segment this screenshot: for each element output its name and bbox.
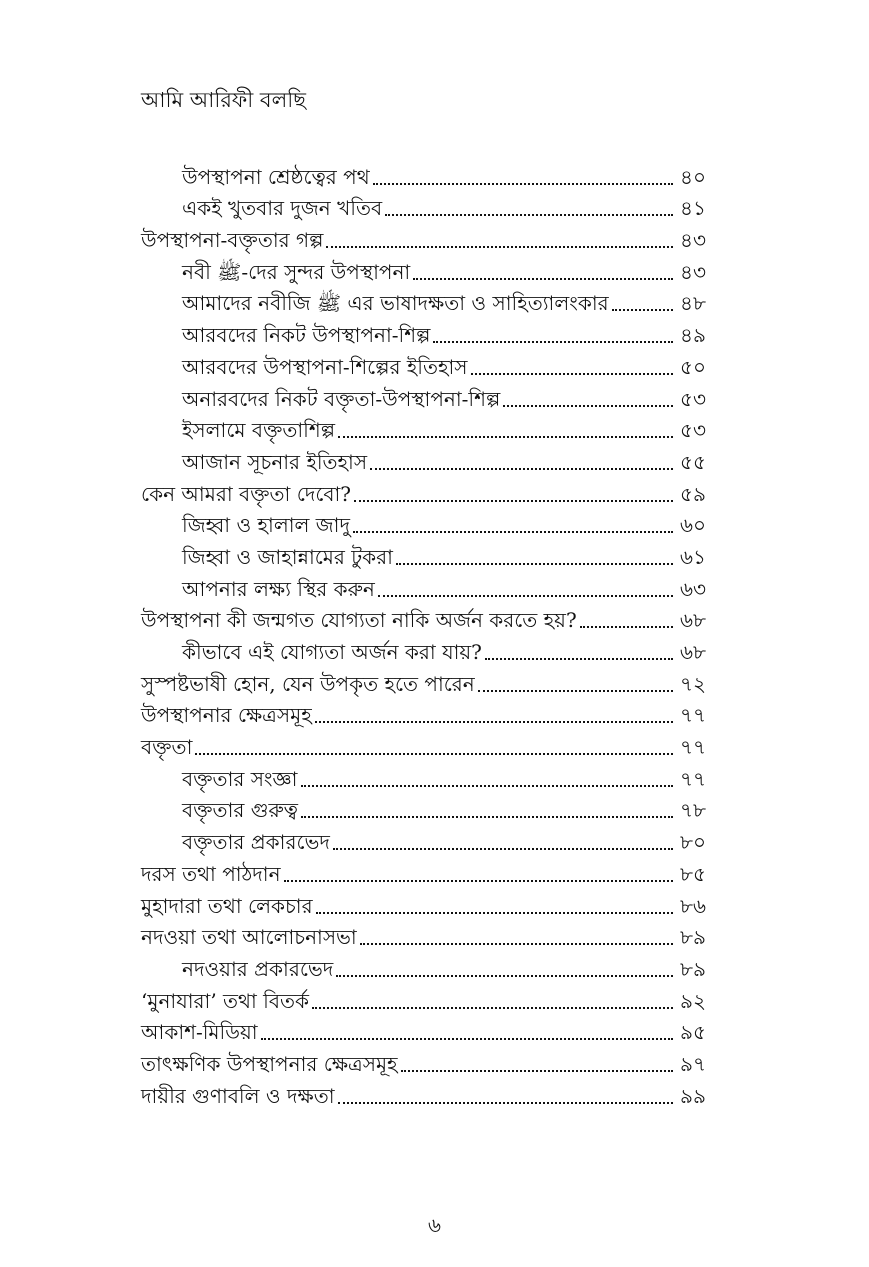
toc-entry-page: ৬৮ [680, 608, 706, 633]
toc-entry [141, 823, 706, 855]
toc-entry-title: নদওয়া তথা আলোচনাসভা [141, 925, 357, 950]
toc-entry-title: আরবদের উপস্থাপনা-শিল্পের ইতিহাস [182, 354, 468, 379]
toc-entry [141, 697, 706, 729]
toc-entry-title: বক্তৃতা [141, 735, 193, 760]
toc-entry [141, 1077, 706, 1109]
dot-leader [315, 721, 673, 723]
toc-entry [141, 855, 706, 887]
dot-leader [333, 848, 673, 850]
toc-entry-page: ৭৭ [679, 766, 706, 791]
toc-entry-page: ৬০ [679, 513, 706, 538]
toc-entry-title: উপস্থাপনা-বক্তৃতার গল্প [141, 228, 324, 253]
toc-entry [141, 950, 706, 982]
toc-entry [141, 760, 706, 792]
toc-entry-title: মুহাদারা তথা লেকচার [141, 893, 313, 918]
toc-entry-title: উপস্থাপনার ক্ষেত্রসমূহ [141, 703, 312, 728]
toc-entry-page: ৯৫ [680, 1020, 706, 1045]
dot-leader [360, 943, 673, 945]
toc-entry-title: উপস্থাপনা শ্রেষ্ঠত্বের পথ [182, 164, 370, 189]
toc-entry-page: ৭৭ [679, 735, 706, 760]
toc-entry-title: আরবদের নিকট উপস্থাপনা-শিল্প [182, 323, 431, 348]
toc-entry-page: ৫৫ [680, 449, 706, 474]
toc-entry-page: ৯৭ [680, 1051, 706, 1076]
toc-entry [141, 570, 706, 602]
dot-leader [485, 658, 673, 660]
dot-leader [401, 1070, 673, 1072]
toc-entry [141, 475, 706, 507]
toc-entry-title: নবী ﷺ-দের সুন্দর উপস্থাপনা [182, 259, 411, 284]
toc-entry-page: ৮৬ [680, 893, 706, 918]
dot-leader [338, 436, 673, 438]
toc-entry-page: ৮৯ [680, 956, 706, 981]
dot-leader [612, 309, 673, 311]
toc-entry-page: ৫৯ [680, 481, 706, 506]
toc-entry-page: ৬১ [680, 544, 706, 569]
toc-entry-title: ইসলামে বক্তৃতাশিল্প [182, 418, 336, 443]
toc-entry-page: ৭২ [679, 671, 706, 696]
dot-leader [373, 183, 673, 185]
dot-leader [413, 278, 673, 280]
dot-leader [336, 975, 673, 977]
toc-entry-page: ৬৩ [679, 576, 706, 601]
toc-entry [141, 507, 706, 539]
toc-entry-page: ৪৩ [680, 259, 706, 284]
toc-entry-title: জিহ্বা ও জাহান্নামের টুকরা [182, 544, 393, 569]
toc-entry-title: আপনার লক্ষ্য স্থির করুন [182, 576, 375, 601]
toc-entry [141, 316, 706, 348]
toc-entry-title: আমাদের নবীজি ﷺ এর ভাষাদক্ষতা ও সাহিত্যালংকার [182, 291, 609, 316]
toc-entry-page: ৭৮ [680, 798, 706, 823]
toc-entry [141, 792, 706, 824]
toc-entry [141, 380, 706, 412]
toc-entry-title: অনারবদের নিকট বক্তৃতা-উপস্থাপনা-শিল্প [182, 386, 501, 411]
toc-entry-page: ৮৫ [680, 861, 706, 886]
toc-entry-title: কীভাবে এই যোগ্যতা অর্জন করা যায়? [182, 640, 482, 664]
dot-leader [580, 626, 673, 628]
toc-entry-title: নদওয়ার প্রকারভেদ [182, 956, 334, 981]
toc-entry [141, 602, 706, 634]
toc-entry [141, 887, 706, 919]
dot-leader [312, 1007, 673, 1009]
dot-leader [471, 373, 673, 375]
toc-entry-page: ৪৯ [680, 323, 706, 348]
toc-entry-page: ৫০ [680, 354, 706, 379]
toc-entry-page: ৪০ [680, 164, 706, 189]
toc-entry [141, 982, 706, 1014]
toc-entry [141, 348, 706, 380]
toc-entry-title: জিহ্বা ও হালাল জাদু [182, 513, 350, 538]
toc-entry-page: ৮০ [680, 830, 706, 855]
toc-entry-title: কেন আমরা বক্তৃতা দেবো? [141, 481, 352, 506]
running-header: আমি আরিফী বলছি [141, 88, 306, 112]
toc-entry-title: বক্তৃতার প্রকারভেদ [182, 830, 330, 855]
toc-entry [141, 190, 706, 222]
dot-leader [316, 912, 673, 914]
toc-entry-title: আজান সূচনার ইতিহাস [182, 449, 368, 474]
dot-leader [301, 816, 673, 818]
toc-entry-page: ৪৩ [680, 228, 706, 253]
toc-entry [141, 253, 706, 285]
dot-leader [353, 531, 673, 533]
toc-entry-page: ৯২ [680, 988, 706, 1013]
page-number: ৬ [427, 1213, 441, 1237]
toc-entry-page: ৮৯ [680, 925, 706, 950]
toc-entry-title: একই খুতবার দুজন খতিব [182, 196, 383, 221]
toc-entry-page: ৯৯ [680, 1083, 706, 1108]
dot-leader [396, 563, 673, 565]
toc-entry-title: বক্তৃতার গুরুত্ব [182, 798, 299, 823]
toc-entry-title: উপস্থাপনা কী জন্মগত যোগ্যতা নাকি অর্জন করতে হয়? [141, 608, 577, 633]
toc-entry [141, 285, 706, 317]
toc-entry-page: ৬৮ [680, 640, 706, 664]
toc-entry-page: ৫৩ [680, 386, 706, 411]
toc-entry [141, 633, 706, 665]
toc-entry-title: আকাশ-মিডিয়া [141, 1020, 258, 1045]
dot-leader [326, 246, 673, 248]
toc-entry [141, 538, 706, 570]
toc-entry-page: ৭৭ [679, 703, 706, 728]
toc-entry [141, 221, 706, 253]
dot-leader [261, 1038, 673, 1040]
dot-leader [354, 500, 673, 502]
toc-entry-title: ‘মুনাযারা’ তথা বিতর্ক [141, 988, 310, 1013]
dot-leader [385, 214, 673, 216]
toc-entry-title: বক্তৃতার সংজ্ঞা [182, 766, 298, 791]
toc-entry [141, 158, 706, 190]
dot-leader [378, 595, 673, 597]
toc-entry [141, 919, 706, 951]
toc-entry-page: ৪১ [680, 196, 706, 221]
toc-entry [141, 412, 706, 444]
toc-entry [141, 443, 706, 475]
toc-entry-title: দায়ীর গুণাবলি ও দক্ষতা [141, 1083, 335, 1108]
toc-entry [141, 728, 706, 760]
dot-leader [284, 880, 673, 882]
dot-leader [503, 405, 673, 407]
toc-entry-page: ৫৩ [680, 418, 706, 443]
toc-entry-title: সুস্পষ্টভাষী হোন, যেন উপকৃত হতে পারেন [141, 671, 475, 696]
dot-leader [338, 1102, 673, 1104]
toc-entry-title: দরস তথা পাঠদান [141, 861, 281, 886]
dot-leader [370, 468, 673, 470]
toc-entry [141, 665, 706, 697]
dot-leader [301, 785, 674, 787]
table-of-contents [141, 158, 706, 1109]
dot-leader [478, 690, 673, 692]
toc-entry-page: ৪৮ [680, 291, 706, 316]
dot-leader [195, 753, 673, 755]
toc-entry-title: তাৎক্ষণিক উপস্থাপনার ক্ষেত্রসমূহ [141, 1051, 398, 1076]
dot-leader [433, 341, 673, 343]
toc-entry [141, 1014, 706, 1046]
toc-entry [141, 1045, 706, 1077]
